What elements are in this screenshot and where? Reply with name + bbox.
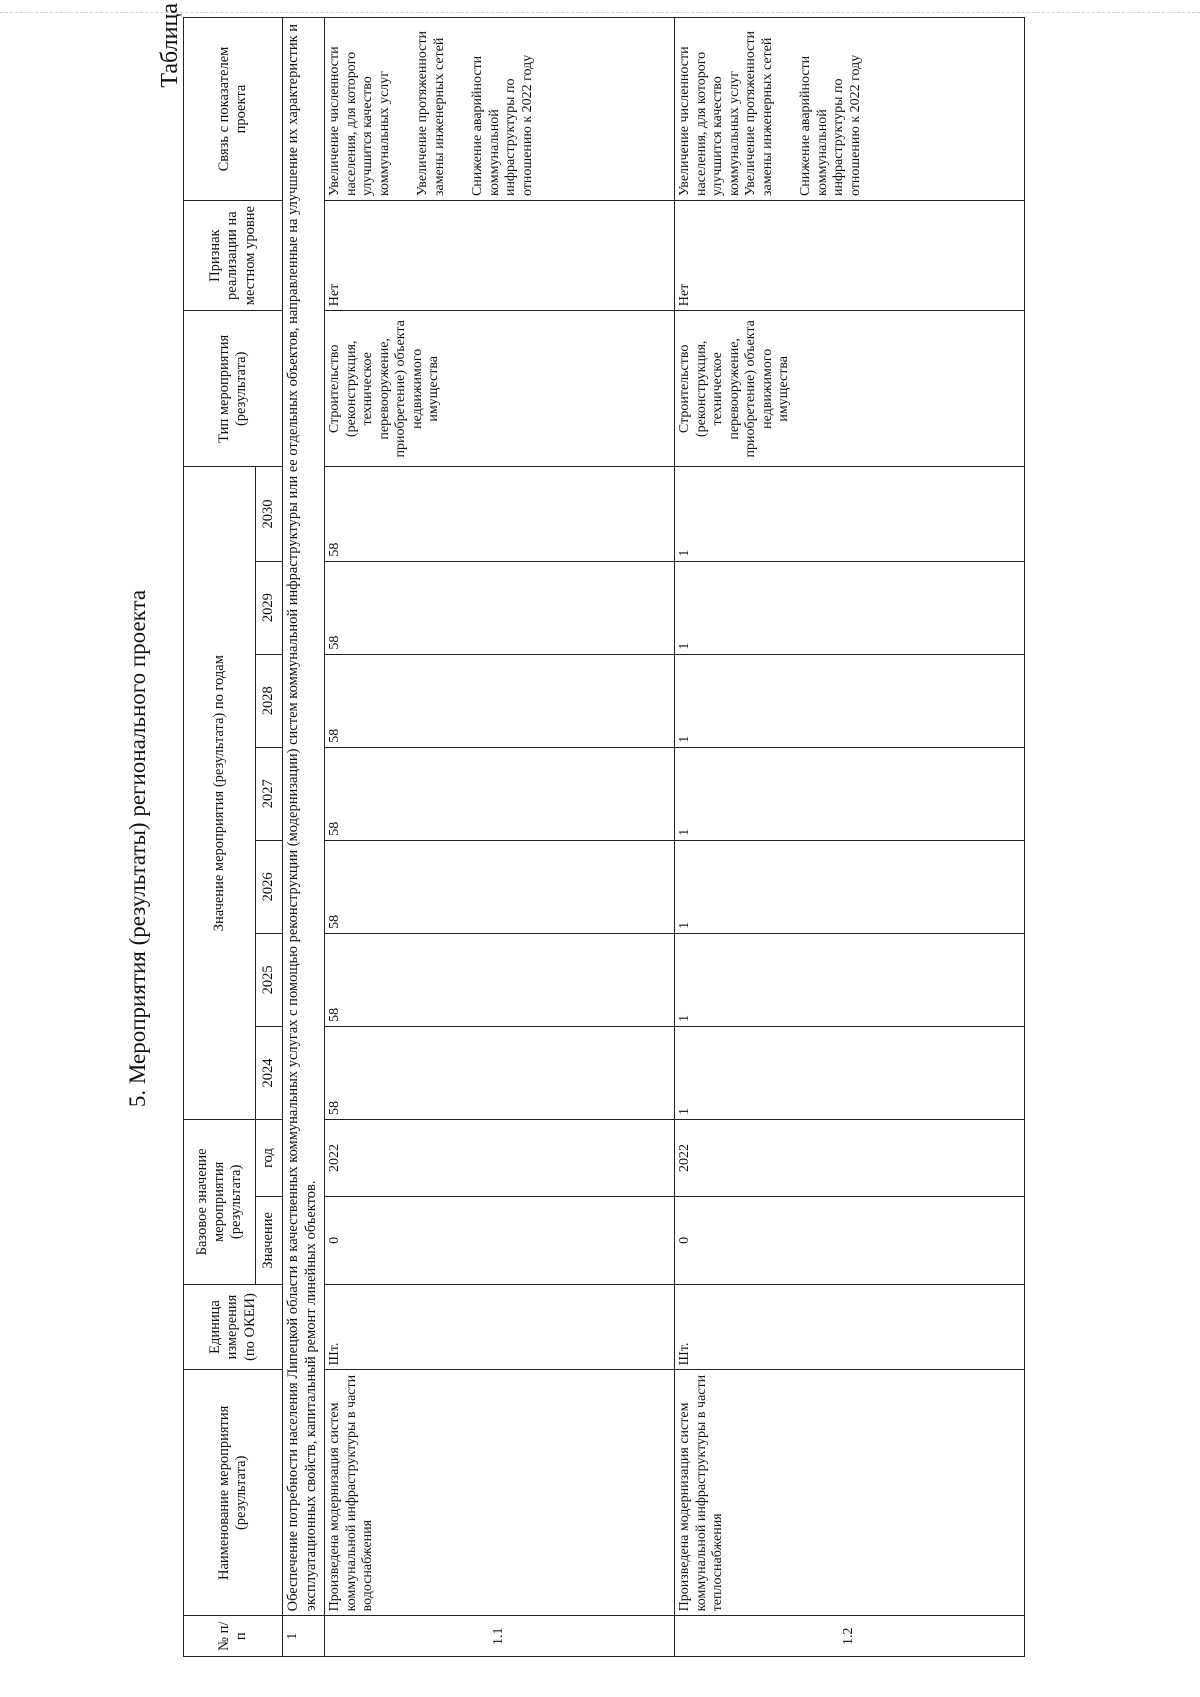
row-type: Строительство (реконструкция, техническое перевооружение, приобретение) объекта недвижимого имущества [675, 311, 1025, 467]
row-base-value: 0 [675, 1197, 1025, 1285]
header-values-by-year: Значение мероприятия (результата) по годам [184, 467, 256, 1120]
table-row [675, 18, 1025, 1657]
row-link-item: Снижение аварийности коммунальной инфраструктуры по отношению к 2022 году [470, 54, 535, 197]
section-num: 1 [283, 1616, 325, 1657]
header-year: 2030 [256, 467, 283, 561]
row-type: Строительство (реконструкция, техническое перевооружение, приобретение) объекта недвижимого имущества [325, 311, 675, 467]
row-value: 1 [675, 1026, 1025, 1119]
row-value: 58 [325, 933, 675, 1026]
section-text: Обеспечение потребности населения Липецкой области в качественных коммунальных услугах с помощью реконструкции (модернизации) систем коммунальной инфраструктуры или ее отдельных объектов, направленные на улучшение их характеристик и эксплуатационных свойств, капитальный ремонт линейных объектов. [283, 18, 325, 1616]
row-value: 1 [675, 654, 1025, 747]
row-base-year: 2022 [675, 1119, 1025, 1196]
header-row [184, 18, 256, 1657]
header-type: Тип мероприятия (результата) [184, 311, 283, 467]
row-link-item: Увеличение численности населения, для которого улучшится качество коммунальных услуг [327, 46, 392, 197]
header-year: 2029 [256, 561, 283, 654]
row-num: 1.1 [325, 1616, 675, 1657]
row-value: 1 [675, 747, 1025, 840]
row-value: 58 [325, 654, 675, 747]
page-title: 5. Мероприятия (результаты) регионального проекта [125, 589, 150, 1108]
row-value: 58 [325, 467, 675, 561]
header-year: 2027 [256, 747, 283, 840]
header-year: 2028 [256, 654, 283, 747]
row-value: 58 [325, 561, 675, 654]
row-num: 1.2 [675, 1616, 1025, 1657]
header-base-value: Значение [256, 1197, 283, 1285]
row-unit: Шт. [325, 1284, 675, 1370]
row-value: 1 [675, 561, 1025, 654]
row-base-year: 2022 [325, 1119, 675, 1196]
header-base: Базовое значение мероприятия (результата) [184, 1119, 256, 1284]
header-local: Признак реализации на местном уровне [184, 201, 283, 311]
row-link-item: Увеличение численности населения, для которого улучшится качество коммунальных услуг [677, 46, 742, 197]
row-local: Нет [675, 201, 1025, 311]
header-year: 2024 [256, 1026, 283, 1119]
row-value: 58 [325, 1026, 675, 1119]
row-unit: Шт. [675, 1284, 1025, 1370]
row-link [325, 18, 675, 201]
row-value: 1 [675, 840, 1025, 933]
header-base-year: год [256, 1119, 283, 1196]
header-year: 2026 [256, 840, 283, 933]
events-table [183, 17, 1025, 1657]
header-name: Наименование мероприятия (результата) [184, 1370, 283, 1616]
table-caption: Таблица [157, 3, 183, 88]
row-link-item: Снижение аварийности коммунальной инфраструктуры по отношению к 2022 году [798, 54, 863, 197]
row-local: Нет [325, 201, 675, 311]
table-row [325, 18, 675, 1657]
row-link [675, 18, 1025, 201]
section-row [283, 18, 325, 1657]
row-value: 58 [325, 747, 675, 840]
header-year: 2025 [256, 933, 283, 1026]
row-value: 58 [325, 840, 675, 933]
row-name: Произведена модернизация систем коммунальной инфраструктуры в части теплоснабжения [675, 1370, 1025, 1616]
header-link: Связь с показателем проекта [184, 18, 283, 201]
row-base-value: 0 [325, 1197, 675, 1285]
row-link-item: Увеличение протяженности замены инженерных сетей [415, 31, 447, 197]
row-value: 1 [675, 933, 1025, 1026]
row-name: Произведена модернизация систем коммунальной инфраструктуры в части водоснабжения [325, 1370, 675, 1616]
header-unit: Единица измерения (по ОКЕИ) [184, 1284, 283, 1370]
row-link-item: Увеличение протяженности замены инженерных сетей [743, 31, 775, 197]
row-value: 1 [675, 467, 1025, 561]
header-num: № п/п [184, 1616, 283, 1657]
